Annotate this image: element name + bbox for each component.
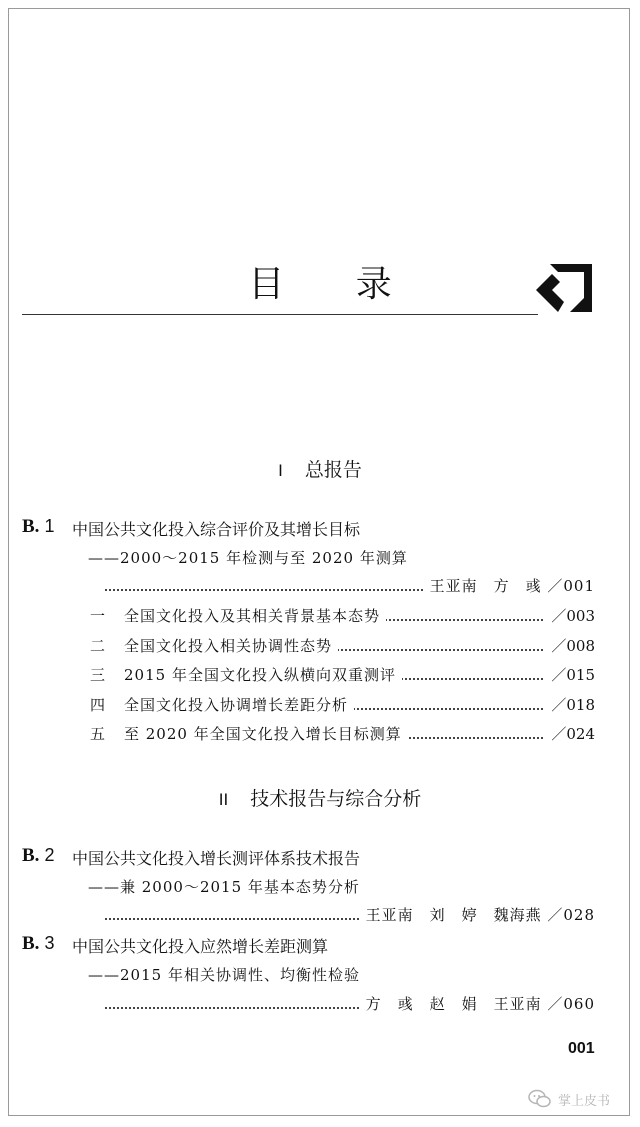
chapter-number: 一	[90, 607, 106, 625]
chapter-title: 2015 年全国文化投入纵横向双重测评	[124, 664, 402, 685]
entry-b3-author-line	[0, 992, 640, 1018]
chapter-page: ／003	[545, 605, 595, 626]
entry-b1-author-line	[0, 574, 640, 600]
corner-logo-icon	[530, 260, 596, 320]
section-numeral: II	[218, 790, 229, 809]
entry-authors-page: 方 彧 赵 娟 王亚南 ／060	[360, 993, 595, 1014]
entry-subtitle: ——兼 2000～2015 年基本态势分析	[88, 878, 360, 896]
page-number: 001	[568, 1040, 595, 1057]
chapter-title: 全国文化投入及其相关背景基本态势	[124, 605, 386, 626]
entry-b2-author-line	[0, 903, 640, 929]
entry-b2-subtitle-line	[0, 874, 640, 900]
chapter-number: 三	[90, 666, 106, 684]
chapter-item[interactable]	[0, 692, 640, 718]
chapter-page: ／024	[545, 723, 595, 744]
chapter-number: 二	[90, 637, 106, 655]
entry-code: B. 2	[22, 845, 55, 866]
chapter-item[interactable]	[0, 721, 640, 747]
chapter-title: 至 2020 年全国文化投入增长目标测算	[124, 723, 408, 744]
chapter-number: 四	[90, 696, 106, 714]
title-rule	[22, 314, 538, 315]
entry-b3-subtitle-line	[0, 962, 640, 988]
section-title: 技术报告与综合分析	[250, 788, 422, 810]
chapter-item[interactable]	[0, 633, 640, 659]
chapter-item[interactable]	[0, 603, 640, 629]
watermark-text: 掌上皮书	[558, 1094, 611, 1109]
entry-authors-page: 王亚南 刘 婷 魏海燕 ／028	[360, 904, 595, 925]
section-heading-1	[0, 455, 640, 482]
entry-b2[interactable]	[0, 845, 640, 871]
section-title: 总报告	[304, 459, 362, 481]
entry-b1[interactable]	[0, 516, 640, 542]
chapter-item[interactable]	[0, 662, 640, 688]
chapter-title: 全国文化投入相关协调性态势	[124, 635, 338, 656]
chapter-page: ／018	[545, 694, 595, 715]
entry-b1-subtitle-line	[0, 545, 640, 571]
entry-title: 中国公共文化投入应然增长差距测算	[72, 937, 329, 956]
entry-code: B. 3	[22, 933, 55, 954]
entry-authors-page: 王亚南 方 彧 ／001	[424, 575, 595, 596]
page-title: 目 录	[248, 264, 422, 305]
entry-subtitle: ——2000～2015 年检测与至 2020 年测算	[88, 549, 408, 567]
chapter-number: 五	[90, 725, 106, 743]
entry-title: 中国公共文化投入综合评价及其增长目标	[72, 520, 361, 539]
section-heading-2	[0, 784, 640, 811]
entry-b3[interactable]	[0, 933, 640, 959]
entry-code: B. 1	[22, 516, 55, 537]
chapter-page: ／008	[545, 635, 595, 656]
chapter-page: ／015	[545, 664, 595, 685]
entry-title: 中国公共文化投入增长测评体系技术报告	[72, 849, 361, 868]
wechat-icon	[528, 1089, 552, 1109]
entry-subtitle: ——2015 年相关协调性、均衡性检验	[88, 966, 360, 984]
watermark	[528, 1088, 628, 1110]
section-numeral: I	[278, 461, 283, 480]
chapter-title: 全国文化投入协调增长差距分析	[124, 694, 354, 715]
